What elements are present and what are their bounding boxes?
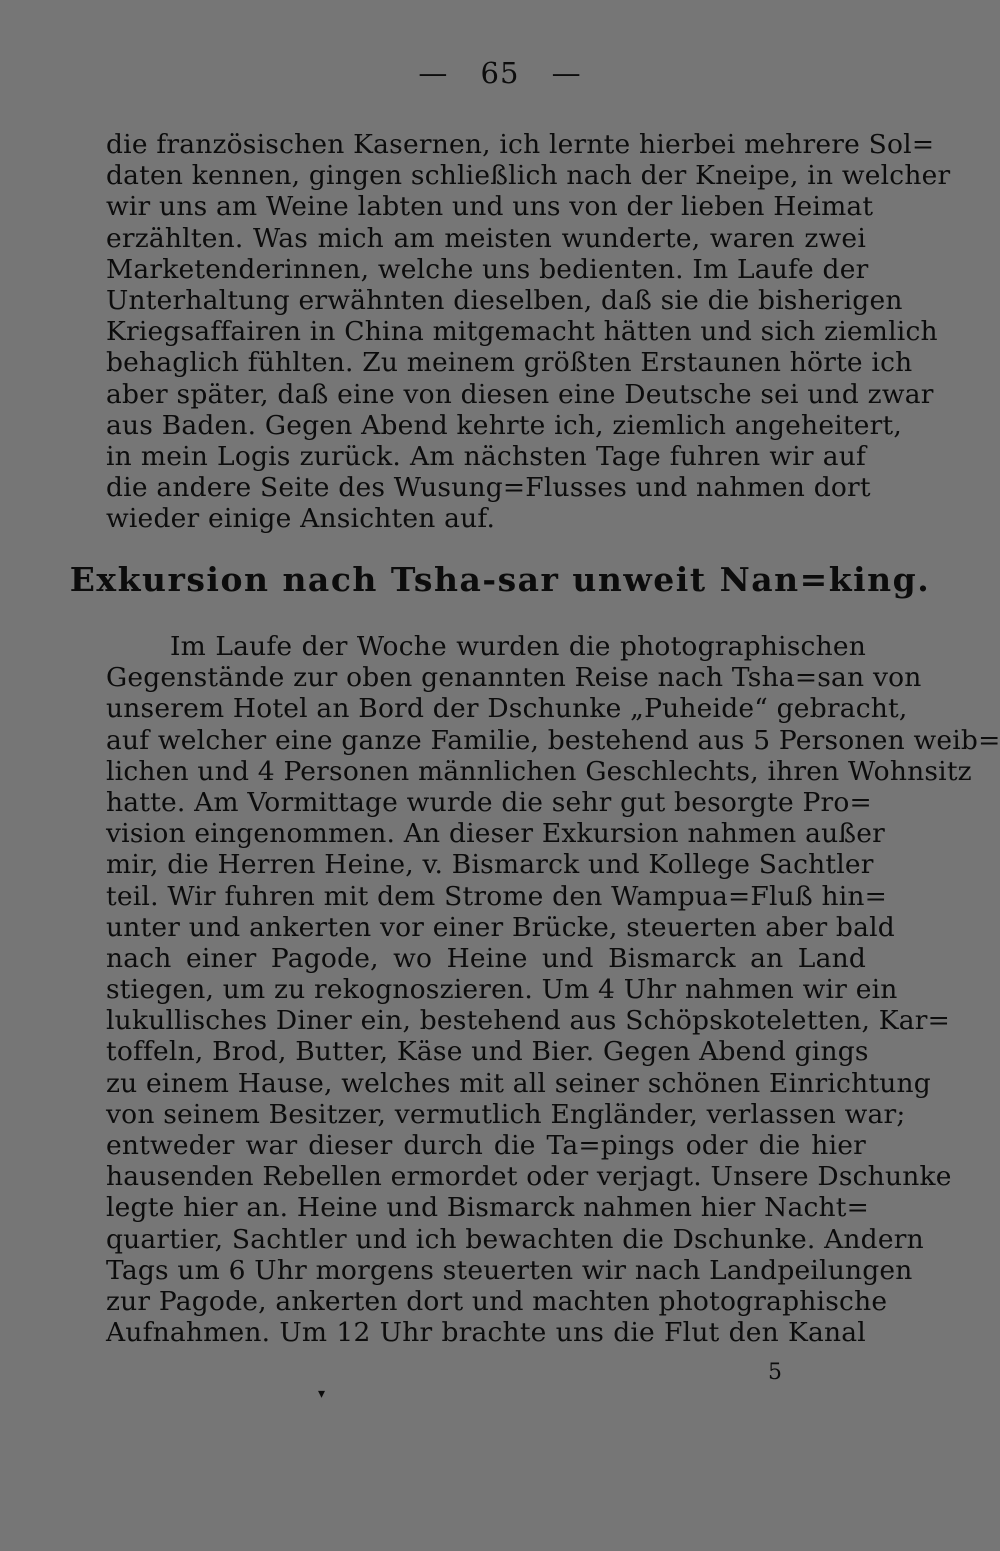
text-line: vision eingenommen. An dieser Exkursion nahmen außer	[106, 818, 885, 850]
header-dash-right: —	[551, 56, 582, 90]
text-line: wieder einige Ansichten auf.	[106, 503, 496, 535]
text-line: lukullisches Diner ein, bestehend aus Schöpskoteletten, Kar=	[106, 1005, 951, 1037]
text-line: die französischen Kasernen, ich lernte hierbei mehrere Sol=	[106, 129, 935, 160]
text-line: aus Baden. Gegen Abend kehrte ich, ziemlich angeheitert,	[106, 409, 902, 441]
text-line: zu einem Hause, welches mit all seiner schönen Einrichtung	[106, 1067, 931, 1099]
section-heading: Exkursion nach Tsha-sar unweit Nan=king.	[69, 560, 931, 599]
text-line: daten kennen, gingen schließlich nach der Kneipe, in welcher	[106, 160, 951, 192]
text-line: Unterhaltung erwähnten dieselben, daß sie die bisherigen	[106, 284, 903, 316]
text-line: hausenden Rebellen ermordet oder verjagt. Unsere Dschunke	[106, 1161, 952, 1193]
text-line: teil. Wir fuhren mit dem Strome den Wampua=Fluß hin=	[106, 880, 888, 912]
text-line: hatte. Am Vormittage wurde die sehr gut besorgte Pro=	[106, 786, 872, 818]
text-line: Marketenderinnen, welche uns bedienten. Im Laufe der	[106, 253, 869, 285]
text-line: in mein Logis zurück. Am nächsten Tage fuhren wir auf	[106, 440, 866, 472]
text-line: nach einer Pagode, wo Heine und Bismarck an Land	[106, 942, 866, 974]
text-line: unserem Hotel an Bord der Dschunke „Puheide“ gebracht,	[106, 693, 908, 725]
text-line: Aufnahmen. Um 12 Uhr brachte uns die Flut den Kanal	[106, 1317, 866, 1349]
text-line: stiegen, um zu rekognoszieren. Um 4 Uhr nahmen wir ein	[106, 974, 898, 1006]
header-dash-left: —	[418, 56, 449, 90]
ink-speck: ▾	[318, 1386, 326, 1402]
text-line: mir, die Herren Heine, v. Bismarck und Kollege Sachtler	[106, 849, 874, 881]
paragraph-1	[106, 129, 951, 535]
text-line: wir uns am Weine labten und uns von der lieben Heimat	[106, 191, 874, 223]
text-line: auf welcher eine ganze Familie, bestehend aus 5 Personen weib=	[106, 724, 1000, 756]
text-line: aber später, daß eine von diesen eine Deutsche sei und zwar	[106, 378, 934, 410]
text-line: lichen und 4 Personen männlichen Geschlechts, ihren Wohnsitz	[106, 755, 972, 787]
text-line: behaglich fühlten. Zu meinem größten Erstaunen hörte ich	[106, 347, 913, 379]
page-header	[0, 56, 1000, 90]
text-line: von seinem Besitzer, vermutlich Engländer, verlassen war;	[106, 1098, 906, 1130]
text-line: Kriegsaffairen in China mitgemacht hätten und sich ziemlich	[106, 316, 938, 348]
text-line: entweder war dieser durch die Ta=pings oder die hier	[106, 1130, 866, 1161]
paragraph-2	[106, 631, 1000, 1349]
signature-mark: 5	[768, 1360, 782, 1385]
text-line: legte hier an. Heine und Bismarck nahmen hier Nacht=	[106, 1192, 870, 1224]
text-line: unter und ankerten vor einer Brücke, steuerten aber bald	[106, 911, 895, 943]
text-line: Gegenstände zur oben genannten Reise nach Tsha=san von	[106, 662, 922, 694]
text-line: Tags um 6 Uhr morgens steuerten wir nach Landpeilungen	[106, 1254, 913, 1286]
page-number: 65	[480, 56, 520, 90]
text-line: quartier, Sachtler und ich bewachten die Dschunke. Andern	[106, 1223, 924, 1255]
text-line: toffeln, Brod, Butter, Käse und Bier. Gegen Abend gings	[106, 1036, 869, 1068]
text-line: zur Pagode, ankerten dort und machten photographische	[106, 1285, 888, 1317]
text-line: erzählten. Was mich am meisten wunderte, waren zwei	[106, 222, 866, 254]
text-line: Im Laufe der Woche wurden die photographischen	[170, 631, 866, 662]
text-line: die andere Seite des Wusung=Flusses und nahmen dort	[106, 472, 871, 504]
